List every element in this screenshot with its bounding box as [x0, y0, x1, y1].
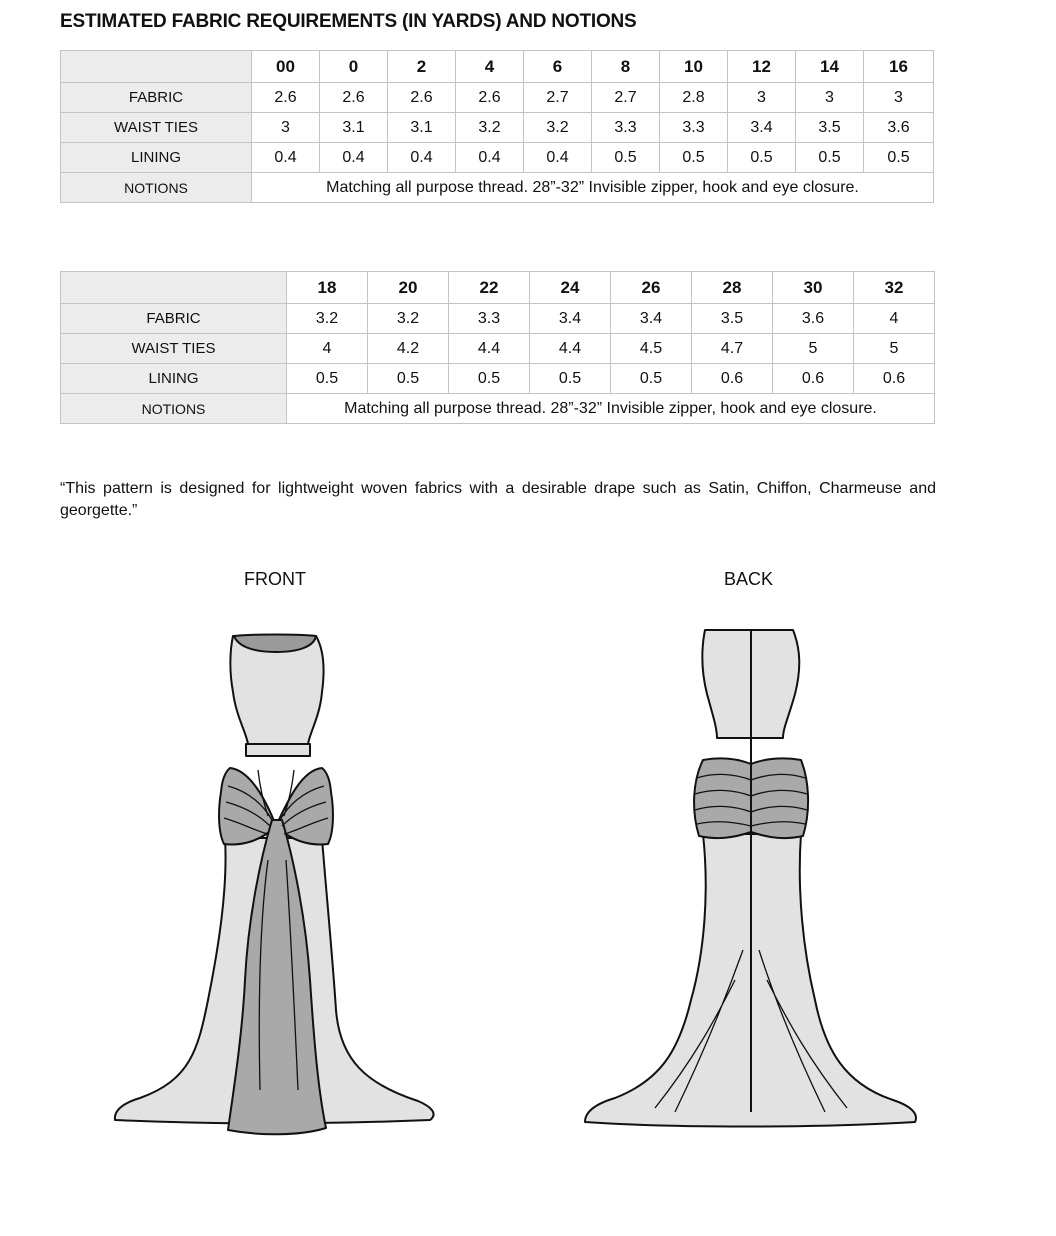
table-cell: 4.4 — [530, 334, 611, 364]
size-header: 20 — [368, 272, 449, 304]
size-header: 0 — [320, 51, 388, 83]
table-cell: 3.6 — [864, 113, 934, 143]
table-cell: 3 — [864, 83, 934, 113]
size-header: 24 — [530, 272, 611, 304]
fabric-recommendation-note: “This pattern is designed for lightweight woven fabrics with a desirable drape such as Satin, Chiffon, Charmeuse and georgette.” — [60, 480, 936, 519]
fabric-table-plus-sizes — [60, 271, 935, 424]
table-cell: 0.4 — [524, 143, 592, 173]
table-cell: 0.5 — [728, 143, 796, 173]
table-cell: 3.3 — [449, 304, 530, 334]
size-header: 32 — [854, 272, 935, 304]
size-header: 6 — [524, 51, 592, 83]
table-cell: 4.2 — [368, 334, 449, 364]
size-header: 30 — [773, 272, 854, 304]
table-cell: 0.4 — [252, 143, 320, 173]
size-header: 16 — [864, 51, 934, 83]
table-cell: 3.5 — [796, 113, 864, 143]
table-cell: 0.5 — [287, 364, 368, 394]
row-label: WAIST TIES — [61, 334, 287, 364]
table-cell: 3.2 — [456, 113, 524, 143]
row-label: NOTIONS — [61, 173, 252, 203]
waist-ties-row — [61, 113, 934, 143]
waist-ties-row — [61, 334, 935, 364]
notions-text: Matching all purpose thread. 28”-32” Invisible zipper, hook and eye closure. — [287, 394, 935, 424]
table-cell: 4 — [854, 304, 935, 334]
page-title: ESTIMATED FABRIC REQUIREMENTS (IN YARDS) AND NOTIONS — [60, 11, 637, 32]
table-cell: 3.4 — [611, 304, 692, 334]
row-label: FABRIC — [61, 304, 287, 334]
table-cell: 0.6 — [692, 364, 773, 394]
table-cell: 4.4 — [449, 334, 530, 364]
size-header: 26 — [611, 272, 692, 304]
size-header: 28 — [692, 272, 773, 304]
table-cell: 4.7 — [692, 334, 773, 364]
table-cell: 3 — [796, 83, 864, 113]
table-cell: 2.6 — [252, 83, 320, 113]
size-header: 12 — [728, 51, 796, 83]
table-cell: 3.4 — [530, 304, 611, 334]
size-header: 18 — [287, 272, 368, 304]
table-cell: 5 — [854, 334, 935, 364]
size-header-row — [61, 272, 935, 304]
front-view-label: FRONT — [244, 569, 306, 589]
lining-row — [61, 364, 935, 394]
table-cell: 0.5 — [660, 143, 728, 173]
table-cell: 0.5 — [368, 364, 449, 394]
fabric-row — [61, 83, 934, 113]
notions-text: Matching all purpose thread. 28”-32” Invisible zipper, hook and eye closure. — [252, 173, 934, 203]
table-cell: 0.4 — [388, 143, 456, 173]
size-header-row — [61, 51, 934, 83]
table-cell: 3.1 — [388, 113, 456, 143]
table-cell: 2.7 — [592, 83, 660, 113]
table-cell: 0.4 — [456, 143, 524, 173]
corner-cell — [61, 51, 252, 83]
table-cell: 3.2 — [368, 304, 449, 334]
table-cell: 3.1 — [320, 113, 388, 143]
table-cell: 0.5 — [592, 143, 660, 173]
table-cell: 0.5 — [530, 364, 611, 394]
table-cell: 0.5 — [611, 364, 692, 394]
table-cell: 3.3 — [660, 113, 728, 143]
table-cell: 3 — [728, 83, 796, 113]
size-header: 2 — [388, 51, 456, 83]
row-label: NOTIONS — [61, 394, 287, 424]
size-header: 22 — [449, 272, 530, 304]
row-label: LINING — [61, 364, 287, 394]
size-header: 14 — [796, 51, 864, 83]
front-waistband — [246, 744, 310, 756]
table-cell: 3.3 — [592, 113, 660, 143]
table-cell: 3.2 — [287, 304, 368, 334]
fabric-table-small-sizes — [60, 50, 934, 203]
table-cell: 5 — [773, 334, 854, 364]
table-cell: 3.4 — [728, 113, 796, 143]
table-cell: 2.7 — [524, 83, 592, 113]
notions-row — [61, 394, 935, 424]
back-view-label: BACK — [724, 569, 774, 589]
table-cell: 2.6 — [320, 83, 388, 113]
front-dress-sketch — [100, 620, 450, 1145]
table-cell: 0.5 — [449, 364, 530, 394]
table-cell: 4 — [287, 334, 368, 364]
back-dress-sketch — [575, 620, 925, 1145]
table-cell: 2.6 — [456, 83, 524, 113]
table-cell: 0.5 — [796, 143, 864, 173]
table-cell: 3.6 — [773, 304, 854, 334]
table-cell: 0.4 — [320, 143, 388, 173]
table-cell: 3.5 — [692, 304, 773, 334]
size-header: 8 — [592, 51, 660, 83]
table-cell: 2.8 — [660, 83, 728, 113]
size-header: 4 — [456, 51, 524, 83]
table-cell: 0.6 — [773, 364, 854, 394]
table-cell: 0.5 — [864, 143, 934, 173]
row-label: WAIST TIES — [61, 113, 252, 143]
row-label: LINING — [61, 143, 252, 173]
table-cell: 0.6 — [854, 364, 935, 394]
lining-row — [61, 143, 934, 173]
corner-cell — [61, 272, 287, 304]
table-cell: 3 — [252, 113, 320, 143]
fabric-row — [61, 304, 935, 334]
notions-row — [61, 173, 934, 203]
size-header: 00 — [252, 51, 320, 83]
table-cell: 2.6 — [388, 83, 456, 113]
table-cell: 3.2 — [524, 113, 592, 143]
table-cell: 4.5 — [611, 334, 692, 364]
row-label: FABRIC — [61, 83, 252, 113]
size-header: 10 — [660, 51, 728, 83]
